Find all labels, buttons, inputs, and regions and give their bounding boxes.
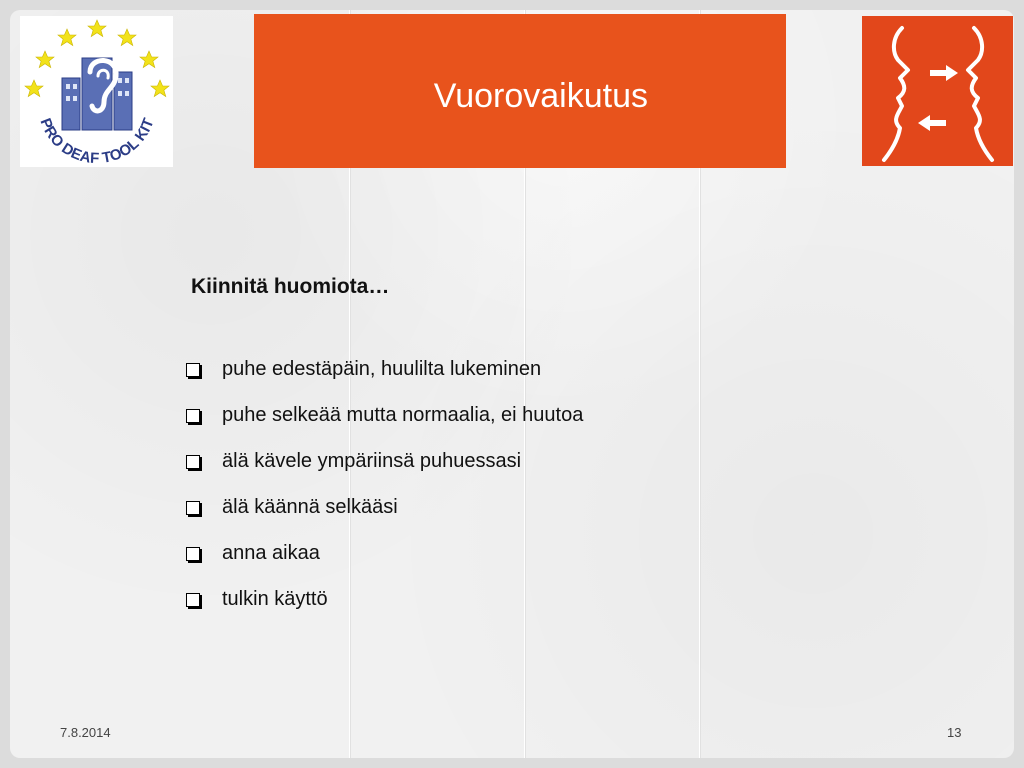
- pro-deaf-tool-kit-logo: [20, 16, 173, 167]
- bullet-text: tulkin käyttö: [222, 587, 328, 610]
- page-title: Vuorovaikutus: [433, 77, 648, 115]
- bullet-text: anna aikaa: [222, 541, 320, 564]
- two-faces-arrows-logo: [862, 16, 1013, 166]
- footer-date: 7.8.2014: [60, 725, 111, 740]
- slide: [10, 10, 1014, 758]
- two-faces-arrows-icon: [862, 16, 1013, 166]
- page-number: 13: [947, 725, 962, 740]
- bullet-list: [186, 346, 583, 622]
- bullet-text: älä käännä selkääsi: [222, 495, 398, 518]
- bullet-text: puhe selkeää mutta normaalia, ei huutoa: [222, 403, 584, 426]
- checkbox-icon: [186, 501, 200, 515]
- checkbox-icon: [186, 547, 200, 561]
- list-item: [186, 484, 583, 530]
- checkbox-icon: [186, 593, 200, 607]
- list-item: [186, 530, 583, 576]
- bullet-text: puhe edestäpäin, huulilta lukeminen: [222, 357, 542, 380]
- list-item: [186, 392, 583, 438]
- pro-deaf-tool-kit-icon: [20, 16, 173, 167]
- subheading: Kiinnitä huomiota…: [191, 275, 390, 298]
- bullet-text: älä kävele ympäriinsä puhuessasi: [222, 449, 522, 472]
- list-item: [186, 438, 583, 484]
- title-banner: [254, 14, 786, 168]
- list-item: [186, 576, 583, 622]
- checkbox-icon: [186, 409, 200, 423]
- checkbox-icon: [186, 363, 200, 377]
- svg-text:PRO DEAF TOOL KIT: PRO DEAF TOOL KIT: [36, 116, 158, 167]
- list-item: [186, 346, 583, 392]
- checkbox-icon: [186, 455, 200, 469]
